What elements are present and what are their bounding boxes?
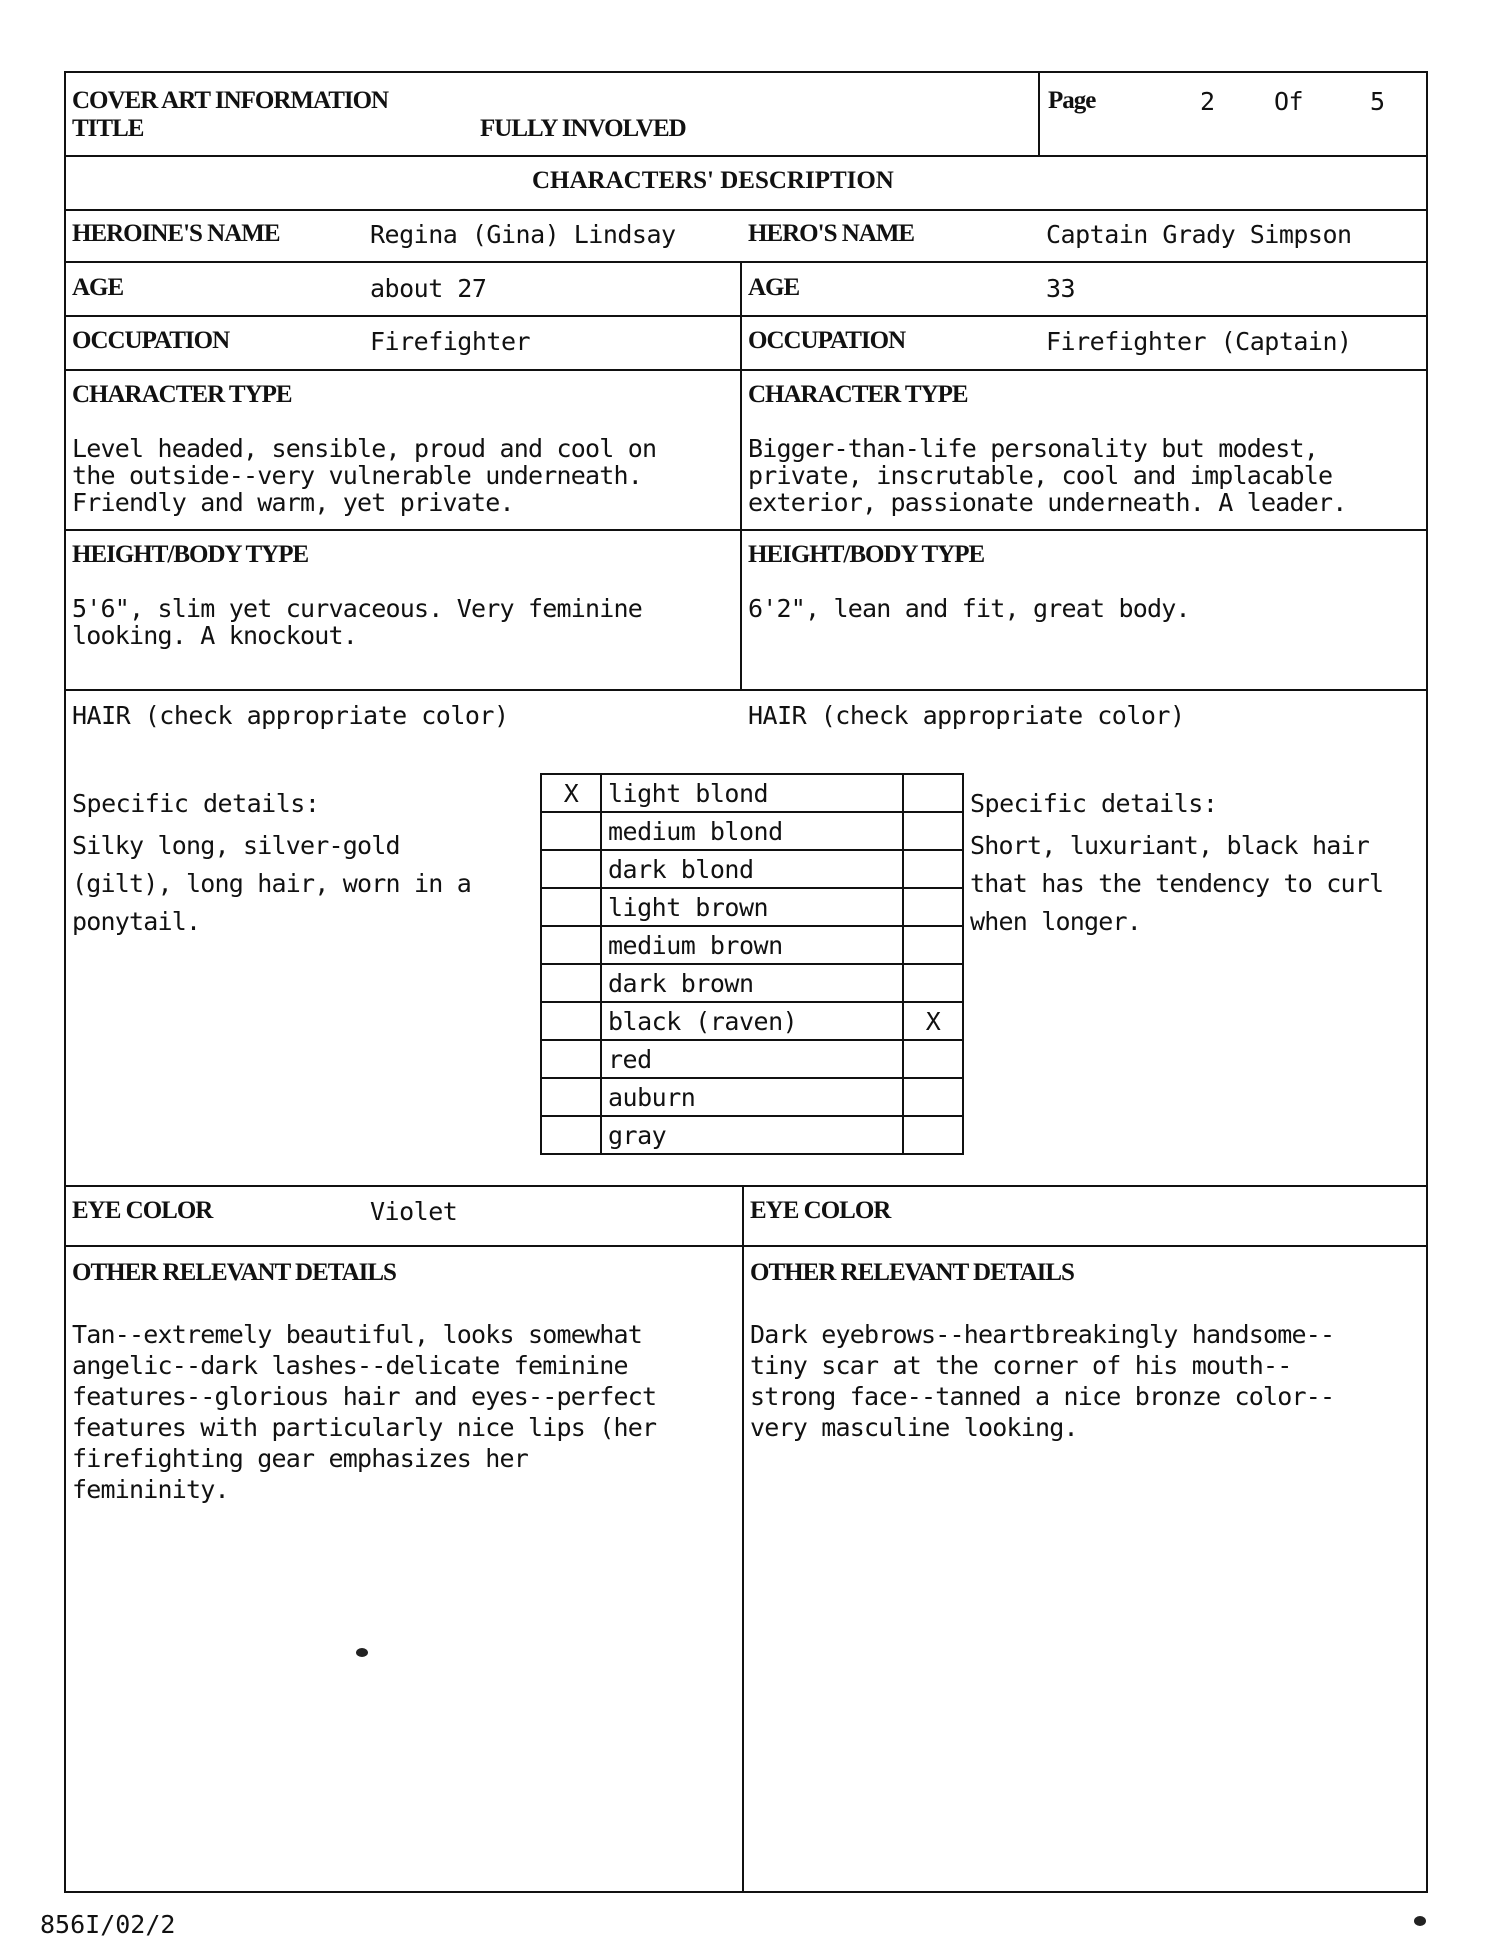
hero-name-label: HERO'S NAME bbox=[748, 220, 915, 247]
heroine-name-label: HEROINE'S NAME bbox=[72, 220, 280, 247]
form-title: COVER ART INFORMATION bbox=[72, 87, 389, 114]
hair-option-row bbox=[541, 850, 963, 888]
hero-age: 33 bbox=[1046, 274, 1076, 303]
heroine-hair-checkbox[interactable]: X bbox=[541, 774, 601, 812]
cover-art-form bbox=[64, 71, 1428, 1893]
page-number: 2 bbox=[1200, 87, 1215, 116]
hero-hair-checkbox[interactable] bbox=[903, 774, 963, 812]
heroine-hair-label: HAIR (check appropriate color) bbox=[72, 701, 509, 730]
heroine-height: 5'6", slim yet curvaceous. Very feminine looking. A knockout. bbox=[72, 594, 643, 650]
hero-hair-checkbox[interactable] bbox=[903, 926, 963, 964]
hair-option-row bbox=[541, 1116, 963, 1154]
heroine-occupation: Firefighter bbox=[370, 327, 531, 356]
hair-option-row bbox=[541, 1040, 963, 1078]
heroine-hair-checkbox[interactable] bbox=[541, 1002, 601, 1040]
hero-occupation: Firefighter (Captain) bbox=[1046, 327, 1352, 356]
hero-age-label: AGE bbox=[748, 274, 800, 301]
hero-occupation-label: OCCUPATION bbox=[748, 327, 906, 354]
heroine-age-label: AGE bbox=[72, 274, 124, 301]
heroine-hair-checkbox[interactable] bbox=[541, 1078, 601, 1116]
hair-color-label: dark blond bbox=[601, 850, 903, 888]
heroine-hair-checkbox[interactable] bbox=[541, 850, 601, 888]
heroine-hair-checkbox[interactable] bbox=[541, 888, 601, 926]
hero-hair-checkbox[interactable] bbox=[903, 850, 963, 888]
heroine-hair-details: Silky long, silver-gold (gilt), long hair, worn in a ponytail. bbox=[72, 831, 472, 936]
hair-color-label: red bbox=[601, 1040, 903, 1078]
rule bbox=[66, 155, 1426, 157]
hair-option-row bbox=[541, 1078, 963, 1116]
hair-color-label: black (raven) bbox=[601, 1002, 903, 1040]
heroine-hair-checkbox[interactable] bbox=[541, 812, 601, 850]
hero-hair-checkbox[interactable] bbox=[903, 1040, 963, 1078]
hair-color-label: light blond bbox=[601, 774, 903, 812]
hair-color-label: medium brown bbox=[601, 926, 903, 964]
hair-color-label: gray bbox=[601, 1116, 903, 1154]
hero-character-type-label: CHARACTER TYPE bbox=[748, 381, 968, 408]
rule bbox=[742, 1185, 744, 1891]
heroine-occupation-label: OCCUPATION bbox=[72, 327, 230, 354]
rule bbox=[66, 529, 1426, 531]
hero-height: 6'2", lean and fit, great body. bbox=[748, 594, 1190, 623]
heroine-hair-checkbox[interactable] bbox=[541, 964, 601, 1002]
hero-hair-checkbox[interactable] bbox=[903, 888, 963, 926]
rule bbox=[66, 261, 1426, 263]
hair-option-row bbox=[541, 926, 963, 964]
heroine-other-details: Tan--extremely beautiful, looks somewhat angelic--dark lashes--delicate feminine features--glorious hair and eyes--perfect features with particularly nice lips (her firefighting gear emphasizes her femininity. bbox=[72, 1320, 657, 1504]
title-label: TITLE bbox=[72, 115, 144, 142]
hero-hair-checkbox[interactable] bbox=[903, 1078, 963, 1116]
hero-eye-label: EYE COLOR bbox=[750, 1197, 891, 1224]
hero-hair-details: Short, luxuriant, black hair that has the tendency to curl when longer. bbox=[970, 831, 1384, 936]
hero-name: Captain Grady Simpson bbox=[1046, 220, 1352, 249]
hair-option-row bbox=[541, 888, 963, 926]
hero-height-label: HEIGHT/BODY TYPE bbox=[748, 541, 985, 568]
heroine-age: about 27 bbox=[370, 274, 487, 303]
heroine-hair-checkbox[interactable] bbox=[541, 1040, 601, 1078]
heroine-height-label: HEIGHT/BODY TYPE bbox=[72, 541, 309, 568]
hero-hair-checkbox[interactable] bbox=[903, 1116, 963, 1154]
hero-hair-checkbox[interactable]: X bbox=[903, 1002, 963, 1040]
hair-color-label: dark brown bbox=[601, 964, 903, 1002]
hair-color-label: light brown bbox=[601, 888, 903, 926]
hero-hair-label: HAIR (check appropriate color) bbox=[748, 701, 1185, 730]
rule bbox=[66, 369, 1426, 371]
hero-hair-checkbox[interactable] bbox=[903, 812, 963, 850]
rule bbox=[1038, 73, 1040, 157]
heroine-other-label: OTHER RELEVANT DETAILS bbox=[72, 1259, 396, 1286]
of-label: Of bbox=[1274, 87, 1304, 116]
hair-option-row bbox=[541, 1002, 963, 1040]
heroine-eye-label: EYE COLOR bbox=[72, 1197, 213, 1224]
heroine-eye-color: Violet bbox=[370, 1197, 458, 1226]
footer-code: 856I/02/2 bbox=[40, 1910, 176, 1939]
hair-color-label: auburn bbox=[601, 1078, 903, 1116]
rule bbox=[66, 1245, 1426, 1247]
heroine-hair-checkbox[interactable] bbox=[541, 926, 601, 964]
hero-hair-details-label: Specific details: bbox=[970, 789, 1218, 818]
rule bbox=[740, 261, 742, 691]
hero-other-label: OTHER RELEVANT DETAILS bbox=[750, 1259, 1074, 1286]
hero-hair-checkbox[interactable] bbox=[903, 964, 963, 1002]
hair-option-row bbox=[541, 774, 963, 812]
heroine-character-type-label: CHARACTER TYPE bbox=[72, 381, 292, 408]
heroine-hair-details-label: Specific details: bbox=[72, 789, 320, 818]
heroine-hair-checkbox[interactable] bbox=[541, 1116, 601, 1154]
hair-option-row bbox=[541, 964, 963, 1002]
heroine-character-type: Level headed, sensible, proud and cool on the outside--very vulnerable underneath. Friendly and warm, yet private. bbox=[72, 434, 657, 517]
section-title: CHARACTERS' DESCRIPTION bbox=[532, 167, 894, 194]
book-title: FULLY INVOLVED bbox=[480, 115, 686, 142]
rule bbox=[66, 689, 1426, 691]
scan-speck bbox=[356, 1648, 368, 1657]
hair-option-row bbox=[541, 812, 963, 850]
page-total: 5 bbox=[1370, 87, 1385, 116]
hero-other-details: Dark eyebrows--heartbreakingly handsome-- tiny scar at the corner of his mouth-- strong face--tanned a nice bronze color-- very masculine looking. bbox=[750, 1320, 1335, 1442]
hero-character-type: Bigger-than-life personality but modest, private, inscrutable, cool and implacable exterior, passionate underneath. A leader. bbox=[748, 434, 1347, 517]
scan-speck bbox=[1414, 1916, 1426, 1926]
page-label: Page bbox=[1048, 87, 1096, 114]
hair-color-checklist bbox=[540, 773, 964, 1155]
rule bbox=[66, 209, 1426, 211]
rule bbox=[66, 1185, 1426, 1187]
heroine-name: Regina (Gina) Lindsay bbox=[370, 220, 676, 249]
rule bbox=[66, 315, 1426, 317]
hair-color-label: medium blond bbox=[601, 812, 903, 850]
